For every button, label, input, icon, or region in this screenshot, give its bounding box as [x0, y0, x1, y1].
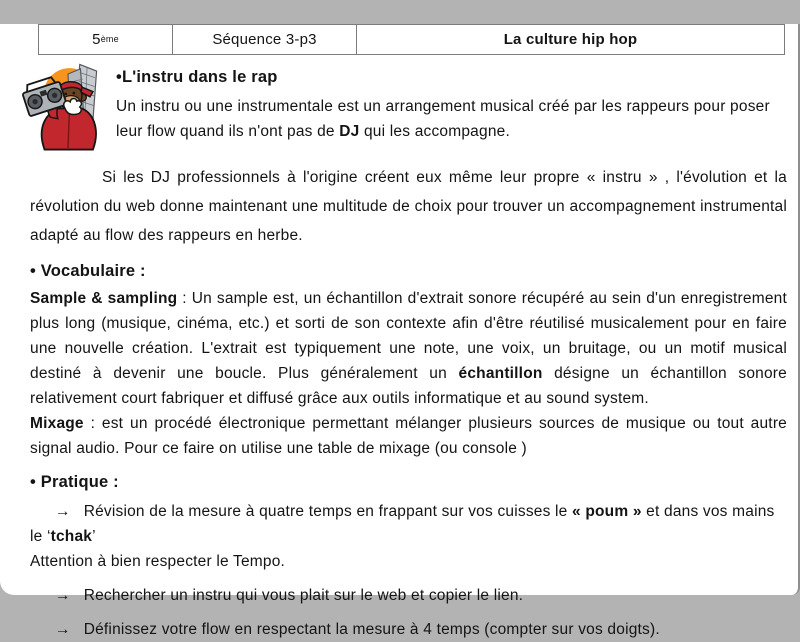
sample-definition	[30, 286, 787, 411]
bold-term-echantillon: échantillon	[458, 365, 543, 382]
web-evolution-paragraph: Si les DJ professionnels à l'origine créent eux même leur propre « instru » , l'évolution et la révolution du web donne maintenant une multitude de choix pour trouver un accompagnement instrumental adapté au flow des rappeurs en herbe.	[30, 169, 787, 244]
text-segment: désigne un échantillon sonore relativement court fabriquer et diffusé grâce aux outils informatique et au sound system.	[30, 365, 787, 407]
text-segment: qui les accompagne.	[359, 123, 510, 140]
document-body	[0, 55, 798, 642]
monkey-boombox-image	[24, 61, 112, 153]
grade-text: 5	[92, 31, 101, 48]
pratique-heading: • Pratique :	[30, 473, 119, 491]
text-segment: : Un sample est, un échantillon d'extrait sonore récupéré au sein d'un enregistrement plus long (musique, cinéma, etc.) et sorti de son contexte afin d'être réutilisé musicalement pour en faire une nouvelle création. L'extrait est typiquement une note, une voix, un bruitage, ou un motif musical destiné à devenir une boucle. Plus généralement un	[30, 290, 787, 382]
title-bullet: •	[116, 68, 122, 86]
section-title	[116, 67, 787, 87]
text-segment: Rechercher un instru qui vous plait sur le web et copier le lien.	[83, 587, 524, 604]
pratique-item-definissez	[30, 617, 787, 642]
grade-superscript: ème	[100, 34, 119, 44]
bold-term-mixage: Mixage	[30, 415, 84, 432]
text-segment: Un instru ou une instrumentale est un arrangement musical créé par les rappeurs pour poser leur flow quand ils n'ont pas de	[116, 98, 770, 140]
worksheet-page	[0, 24, 800, 638]
tempo-note: Attention à bien respecter le Tempo.	[30, 553, 286, 570]
text-segment: : est un procédé électronique permettant mélanger plusieurs sources de musique ou tout autre signal audio. Pour ce faire on utilise une table de mixage (ou console )	[30, 415, 787, 457]
header-cell-course-title: La culture hip hop	[503, 31, 638, 48]
text-segment: et dans vos mains le ‘	[30, 503, 775, 545]
title-text: L'instru dans le rap	[121, 68, 278, 86]
pratique-item-rechercher	[30, 583, 787, 608]
text-segment: Définissez votre flow en respectant la mesure à 4 temps (compter sur vos doigts).	[83, 621, 660, 638]
intro-paragraph	[116, 94, 787, 144]
pratique-item-revision	[30, 499, 787, 574]
bold-term-tchak: tchak	[50, 528, 93, 545]
header-cell-grade	[39, 25, 173, 54]
text-segment: Révision de la mesure à quatre temps en frappant sur vos cuisses le	[83, 503, 573, 520]
header-table	[38, 24, 785, 55]
header-cell-sequence: Séquence 3-p3	[173, 25, 357, 54]
text-segment: ’	[92, 528, 96, 545]
arrow-icon: →	[55, 587, 71, 604]
vocabulaire-heading: • Vocabulaire :	[30, 262, 146, 280]
intro-row	[30, 63, 787, 153]
intro-column	[116, 63, 787, 153]
arrow-icon: →	[55, 621, 71, 638]
bold-term-sample: Sample & sampling	[30, 290, 178, 307]
mixage-definition	[30, 411, 787, 461]
arrow-icon: →	[55, 503, 71, 520]
bold-term-dj: DJ	[339, 123, 360, 140]
bold-term-poum: « poum »	[572, 503, 642, 520]
